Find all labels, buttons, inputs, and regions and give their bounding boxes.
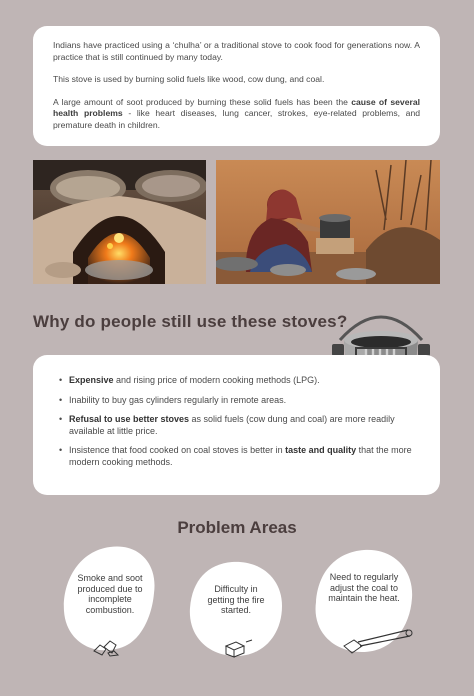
woman-cooking-photo	[216, 160, 440, 284]
highlight-health-problems: cause of several health problems	[53, 96, 420, 118]
tongs-icon	[340, 626, 414, 656]
problem-card-adjust-coal: Need to regularly adjust the coal to maintain the heat.	[310, 548, 418, 660]
why-card	[33, 355, 440, 495]
problem-card-smoke: Smoke and soot produced due to incomplete combustion.	[60, 545, 160, 660]
reason-item-gas-cylinders: • Inability to buy gas cylinders regularly in remote areas.	[59, 395, 414, 407]
intro-card	[33, 26, 440, 146]
intro-paragraph-2: This stove is used by burning solid fuels like wood, cow dung, and coal.	[53, 74, 325, 84]
match-box-icon	[222, 638, 254, 658]
why-heading: Why do people still use these stoves?	[33, 312, 348, 331]
reason-item-expensive: • Expensive and rising price of modern cooking methods (LPG).	[59, 375, 414, 387]
reason-item-refusal: • Refusal to use better stoves as solid fuels (cow dung and coal) are more readily available at little price.	[59, 414, 414, 437]
problem-card-fire-start: Difficulty in getting the fire started.	[186, 560, 286, 660]
problem-areas-heading: Problem Areas	[177, 518, 297, 537]
reasons-list	[59, 375, 414, 468]
intro-paragraph-3: A large amount of soot produced by burning these solid fuels has been the cause of several health problems - like heart diseases, lung cancer, strokes, eye-related problems, and premature death in children.	[53, 96, 421, 130]
reason-item-taste: • Insistence that food cooked on coal stoves is better in taste and quality that the more modern cooking methods.	[59, 445, 414, 468]
coal-lumps-icon	[92, 637, 120, 657]
chulha-fire-photo	[33, 160, 206, 284]
intro-paragraph-1: Indians have practiced using a ‘chulha’ or a traditional stove to cook food for generations now. A practice that is still continued by many today.	[53, 40, 420, 62]
